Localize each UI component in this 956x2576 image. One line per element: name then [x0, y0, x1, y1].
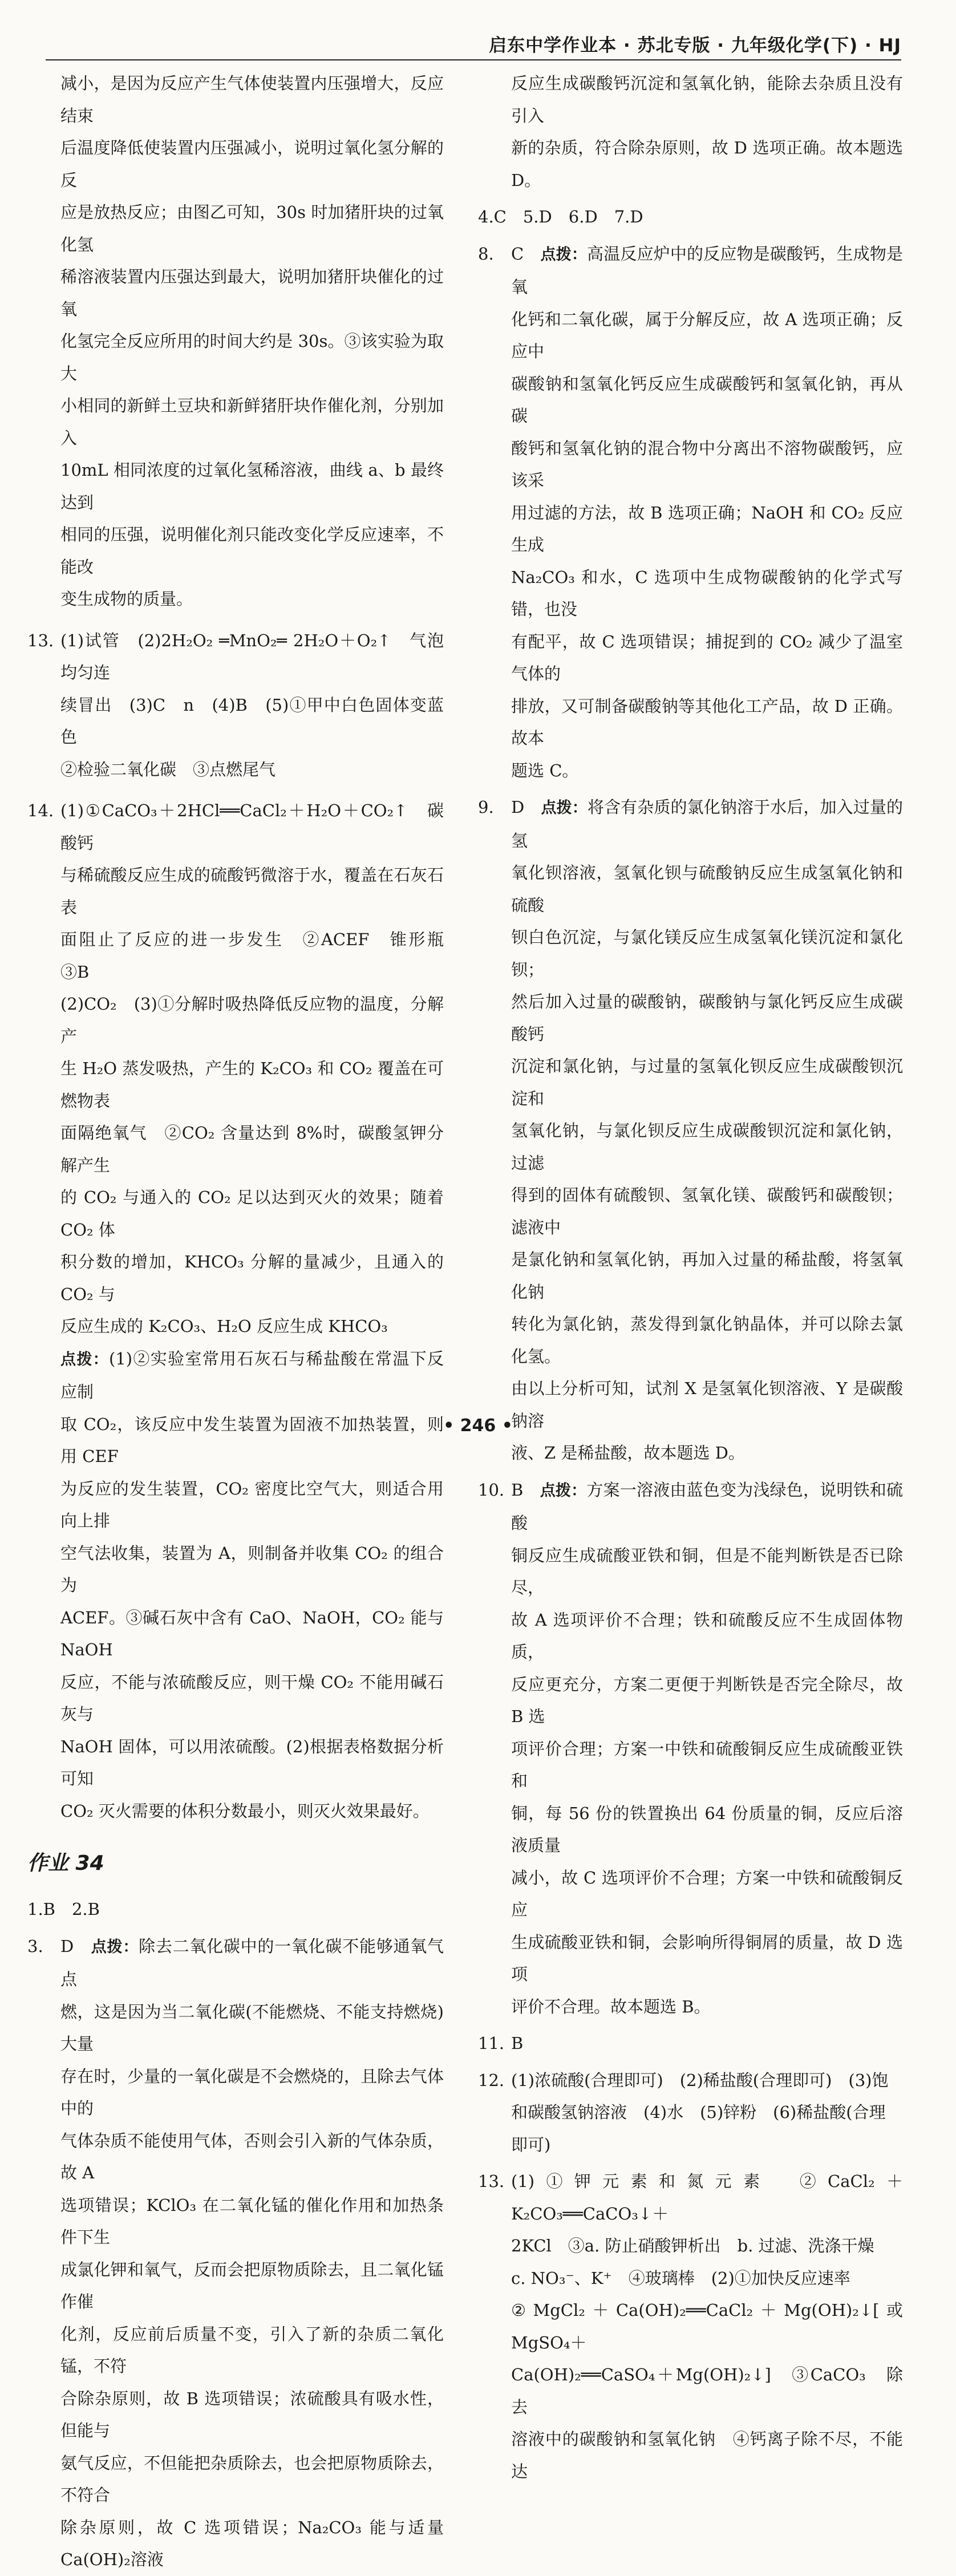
text-line: 合除杂原则，故 B 选项错误；浓硫酸具有吸水性，但能与 [60, 2388, 444, 2440]
text-line: 由以上分析可知，试剂 X 是氢氧化钡溶液、Y 是碳酸钠溶 [511, 1379, 903, 1431]
text-line: 用过滤的方法，故 B 选项正确；NaOH 和 CO₂ 反应生成 [511, 503, 903, 554]
text-line: ACEF。③碱石灰中含有 CaO、NaOH，CO₂ 能与 NaOH [60, 1607, 444, 1659]
text-line: 相同的压强，说明催化剂只能改变化学反应速率，不能改 [60, 525, 444, 577]
text-line: 燃，这是因为当二氧化碳(不能燃烧、不能支持燃烧)大量 [60, 2002, 444, 2053]
answer-3 [27, 1930, 444, 2576]
text-line: 取 CO₂，该反应中发生装置为固液不加热装置，则用 CEF [60, 1414, 444, 1466]
question-number: 10. [478, 1480, 505, 1500]
answer-letter: B [511, 1480, 524, 1500]
text-line: 变生成物的质量。 [60, 589, 193, 609]
text-line: 应是放热反应；由图乙可知，30s 时加猪肝块的过氧化氢 [60, 202, 444, 254]
text-line: 积分数的增加，KHCO₃ 分解的量减少，且通入的 CO₂ 与 [60, 1252, 444, 1304]
text-line: 存在时，少量的一氧化碳是不会燃烧的，且除去气体中的 [60, 2066, 444, 2118]
text-line: 后温度降低使装置内压强减小，说明过氧化氢分解的反 [60, 138, 444, 190]
text-line: (2)CO₂ (3)①分解时吸热降低反应物的温度，分解产 [60, 994, 444, 1046]
text-line: 转化为氯化钠，蒸发得到氯化钠晶体，并可以除去氯化氢。 [511, 1314, 903, 1366]
tip-first-line: C 点拨：高温反应炉中的反应物是碳酸钙，生成物是氧 [511, 244, 903, 297]
continued-paragraph [27, 67, 444, 615]
text-line: 酸钙和氢氧化钠的混合物中分离出不溶物碳酸钙，应该采 [511, 438, 903, 490]
header-rule [46, 59, 901, 60]
text-line: 题选 C。 [511, 760, 579, 780]
text-line: c. NO₃⁻、K⁺ ④玻璃棒 (2)①加快反应速率 [511, 2268, 850, 2288]
page-number: • 246 • [443, 1416, 513, 1436]
text-line: 溶液中的碳酸钠和氢氧化钠 ④钙离子除不尽，不能达 [511, 2429, 903, 2481]
text-line: 新的杂质，符合除杂原则，故 D 选项正确。故本题选 D。 [511, 138, 903, 190]
text-line: 氢氧化钠，与氯化钡反应生成碳酸钡沉淀和氯化钠，过滤 [511, 1121, 903, 1173]
text-line: 小相同的新鲜土豆块和新鲜猪肝块作催化剂，分别加入 [60, 396, 444, 448]
section-title: 作业 34 [27, 1852, 104, 1875]
text-line: 气体杂质不能使用气体，否则会引入新的气体杂质，故 A [60, 2131, 444, 2182]
text-line: 钡白色沉淀，与氯化镁反应生成氢氧化镁沉淀和氯化钡； [511, 927, 903, 979]
text-line: 的 CO₂ 与通入的 CO₂ 足以达到灭火的效果；随着 CO₂ 体 [60, 1188, 444, 1240]
text-line: 空气法收集，装置为 A，则制备并收集 CO₂ 的组合为 [60, 1543, 444, 1595]
text-line: 选项错误；KClO₃ 在二氧化锰的催化作用和加热条件下生 [60, 2195, 444, 2247]
tip-first-line: B 点拨：方案一溶液由蓝色变为浅绿色，说明铁和硫酸 [511, 1480, 903, 1533]
text-line: (1)浓硫酸(合理即可) (2)稀盐酸(合理即可) (3)饱 [511, 2070, 889, 2090]
right-column [478, 67, 903, 2488]
text-line: 化剂，反应前后质量不变，引入了新的杂质二氧化锰，不符 [60, 2324, 444, 2376]
text-line: 氨气反应，不但能把杂质除去，也会把原物质除去，不符合 [60, 2453, 444, 2505]
answer-letter: B [511, 2034, 524, 2053]
text-line: 反应生成碳酸钙沉淀和氢氧化钠，能除去杂质且没有引入 [511, 74, 903, 125]
tip-label: 点拨： [540, 1481, 587, 1500]
text-line: 为反应的发生装置，CO₂ 密度比空气大，则适合用向上排 [60, 1479, 444, 1530]
text-line: 10mL 相同浓度的过氧化氢稀溶液，曲线 a、b 最终达到 [60, 460, 444, 512]
text-line: 铜，每 56 份的铁置换出 64 份质量的铜，反应后溶液质量 [511, 1803, 903, 1855]
text-line: 面阻止了反应的进一步发生 ②ACEF 锥形瓶 ③B [60, 930, 461, 982]
question-number: 13. [27, 630, 54, 650]
text-line: 反应，不能与浓硫酸反应，则干燥 CO₂ 不能用碱石灰与 [60, 1672, 444, 1724]
answer-12 [478, 2064, 903, 2161]
text-line: 沉淀和氯化钠，与过量的氢氧化钡反应生成碳酸钡沉淀和 [511, 1056, 903, 1108]
answer-letter: D [60, 1936, 74, 1956]
text-line: 和碳酸氢钠溶液 (4)水 (5)锌粉 (6)稀盐酸(合理 [511, 2103, 886, 2122]
text-line: 碳酸钠和氢氧化钙反应生成碳酸钙和氢氧化钠，再从碳 [511, 374, 903, 426]
text-line: 项评价合理；方案一中铁和硫酸铜反应生成硫酸亚铁和 [511, 1739, 903, 1791]
text-line: 排放，又可制备碳酸钠等其他化工产品，故 D 正确。故本 [511, 696, 903, 748]
text-line: Na₂CO₃ 和水，C 选项中生成物碳酸钠的化学式写错，也没 [511, 567, 903, 619]
answer-14 [27, 795, 461, 1827]
text-line: 液、Z 是稀盐酸，故本题选 D。 [511, 1443, 745, 1463]
running-header: 启东中学作业本 · 苏北专版 · 九年级化学(下) · HJ [489, 35, 901, 56]
text-line: 铜反应生成硫酸亚铁和铜，但是不能判断铁是否已除尽， [511, 1545, 903, 1597]
text-line: (1)试管 (2)2H₂O₂ ═MnO₂═ 2H₂O＋O₂↑ 气泡均匀连 [60, 630, 444, 682]
answer-11 [478, 2027, 903, 2060]
answer-9 [478, 791, 903, 1469]
text-line: 反应生成的 K₂CO₃、H₂O 反应生成 KHCO₃ [60, 1317, 388, 1336]
text-line: 有配平，故 C 选项错误；捕捉到的 CO₂ 减少了温室气体的 [511, 631, 903, 683]
text-line: 生成硫酸亚铁和铜，会影响所得铜屑的质量，故 D 选项 [511, 1932, 903, 1984]
text-line: 除杂原则，故 C 选项错误；Na₂CO₃ 能与适量Ca(OH)₂溶液 [60, 2517, 444, 2569]
text-line: 然后加入过量的碳酸钠，碳酸钠与氯化钙反应生成碳酸钙 [511, 992, 903, 1044]
text-line: 即可) [511, 2134, 551, 2154]
question-number: 3. [27, 1936, 43, 1956]
text-line: 续冒出 (3)C n (4)B (5)①甲中白色固体变蓝色 [60, 695, 444, 747]
text-line: 生 H₂O 蒸发吸热，产生的 K₂CO₃ 和 CO₂ 覆盖在可燃物表 [60, 1059, 444, 1111]
answer-13-right [478, 2165, 903, 2488]
answer-10 [478, 1474, 903, 2023]
question-number: 14. [27, 801, 54, 820]
text-line: (1)①钾元素和氮元素 ②CaCl₂＋K₂CO₃══CaCO₃↓＋ [511, 2172, 903, 2223]
answer-8 [478, 238, 903, 787]
tip-first-line: D 点拨：除去二氧化碳中的一氧化碳不能够通氧气点 [60, 1936, 444, 1989]
text-line: 评价不合理。故本题选 B。 [511, 1996, 711, 2016]
question-number: 13. [478, 2172, 505, 2191]
text-line: NaOH 固体，可以用浓硫酸。(2)根据表格数据分析可知 [60, 1736, 444, 1788]
text-line: 成氯化钾和氧气，反而会把原物质除去，且二氧化锰作催 [60, 2259, 444, 2311]
text-line: 是氯化钠和氢氧化钠，再加入过量的稀盐酸，将氢氧化钠 [511, 1250, 903, 1302]
continued-paragraph [478, 67, 903, 196]
text-line: 化钙和二氧化碳，属于分解反应，故 A 选项正确；反应中 [511, 309, 903, 361]
tip-first-line: D 点拨：将含有杂质的氯化钠溶于水后，加入过量的氢 [511, 797, 903, 850]
text-line: 化氢完全反应所用的时间大约是 30s。③该实验为取大 [60, 331, 444, 383]
tip-label: 点拨： [60, 1350, 109, 1368]
answer-letter: D [511, 797, 525, 817]
answer-letter: C [511, 244, 524, 264]
text-line: 面隔绝氧气 ②CO₂ 含量达到 8%时，碳酸氢钾分解产生 [60, 1123, 444, 1175]
text-line: 减小，故 C 选项评价不合理；方案一中铁和硫酸铜反应 [511, 1868, 903, 1919]
text-line: 与稀硫酸反应生成的硫酸钙微溶于水，覆盖在石灰石表 [60, 865, 444, 917]
text-line: CO₂ 灭火需要的体积分数最小，则灭火效果最好。 [60, 1801, 430, 1821]
text-line: 氧化钡溶液，氢氧化钡与硫酸钠反应生成氢氧化钠和硫酸 [511, 863, 903, 915]
tip-first-line: 点拨：(1)②实验室常用石灰石与稀盐酸在常温下反应制 [60, 1348, 444, 1402]
text-line: 反应更充分，方案二更便于判断铁是否完全除尽，故 B 选 [511, 1674, 903, 1726]
answers-1-2: 1.B 2.B [27, 1899, 100, 1919]
text-line: 减小，是因为反应产生气体使装置内压强增大，反应结束 [60, 74, 444, 125]
tip-label: 点拨： [541, 799, 588, 817]
text-line: ②MgCl₂＋Ca(OH)₂══CaCl₂＋Mg(OH)₂↓[或 MgSO₄＋ [511, 2300, 903, 2352]
question-number: 12. [478, 2070, 505, 2090]
text-line: 稀溶液装置内压强达到最大，说明加猪肝块催化的过氧 [60, 267, 444, 319]
answer-13 [27, 625, 444, 786]
tip-label: 点拨： [540, 245, 588, 264]
text-line: ②检验二氧化碳 ③点燃尾气 [60, 759, 276, 779]
question-number: 8. [478, 244, 494, 264]
text-line: (1)①CaCO₃＋2HCl══CaCl₂＋H₂O＋CO₂↑ 碳酸钙 [60, 801, 444, 853]
text-line: 得到的固体有硫酸钡、氢氧化镁、碳酸钙和碳酸钡；滤液中 [511, 1185, 903, 1237]
text-line: Ca(OH)₂══CaSO₄＋Mg(OH)₂↓] ③CaCO₃ 除去 [511, 2365, 903, 2417]
question-number: 9. [478, 797, 494, 817]
text-line: 2KCl ③a. 防止硝酸钾析出 b. 过滤、洗涤干燥 [511, 2236, 874, 2255]
text-line: 故 A 选项评价不合理；铁和硫酸反应不生成固体物质， [511, 1610, 903, 1662]
tip-label: 点拨： [91, 1938, 139, 1956]
answers-4-7: 4.C 5.D 6.D 7.D [478, 207, 643, 226]
left-column [27, 67, 461, 2576]
question-number: 11. [478, 2034, 505, 2053]
